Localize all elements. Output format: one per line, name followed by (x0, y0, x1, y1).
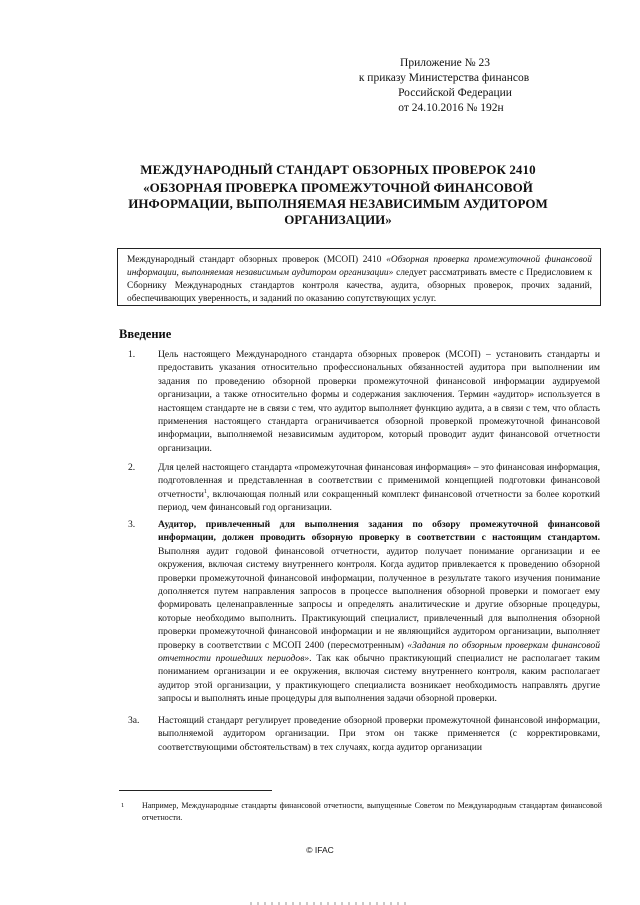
appendix-number: Приложение № 23 (400, 57, 490, 69)
footnote-text: Например, Международные стандарты финансовой отчетности, выпущенные Советом по Международным стандартам финансовой отчетности. (142, 801, 602, 822)
paragraph-text (158, 518, 600, 706)
paragraph-text: Настоящий стандарт регулирует проведение обзорной проверки промежуточной финансовой информации, выполняемой аудитором организации. При этом он также применяется (с корректировками, соответствующими обстоятельствам) в тех случаях, когда аудитор организации (158, 715, 600, 753)
paragraph-text (158, 461, 600, 515)
footnote-ref: 1 (203, 488, 207, 495)
notice-text-italic: «Обзорная проверка промежуточной финансовой информации, выполняемая независимым аудитором организации» (127, 255, 592, 278)
paragraph-number: 3а. (128, 715, 140, 726)
section-heading: Введение (119, 327, 172, 341)
document-subtitle: «ОБЗОРНАЯ ПРОВЕРКА ПРОМЕЖУТОЧНОЙ ФИНАНСОВОЙ ИНФОРМАЦИИ, ВЫПОЛНЯЕМАЯ НЕЗАВИСИМЫМ АУДИТОРОМ ОРГАНИЗАЦИИ» (128, 180, 548, 227)
footnote-number: 1 (121, 802, 125, 809)
paragraph-number: 1. (128, 349, 136, 360)
paragraph-bold-requirement: Аудитор, привлеченный для выполнения задания по обзору промежуточной финансовой информации, должен проводить обзорную проверку в соответствии с настоящим стандартом. (158, 519, 600, 544)
footnote-divider (119, 790, 272, 791)
paragraph-text-part: , включающая полный или сокращенный комплект финансовой отчетности за более короткий период, чем финансовый год организации. (158, 488, 600, 514)
paragraph-text: Цель настоящего Международного стандарта обзорных проверок (МСОП) – установить стандарты и предоставить указания относительно профессиональных обязанностей аудитора при выполнении им задания по проведению обзорной проверки промежуточной финансовой информации аудируемой организации, а также относительно формы и содержания заключения. Термин «аудитор» используется в настоящем стандарте не в связи с тем, что аудитор выполняет функцию аудита, а в связи с тем, что область применения настоящего стандарта ограничивается обзорной проверкой промежуточной финансовой информации, выполняемой независимым аудитором, который проводит аудит финансовой отчетности организации. (158, 349, 600, 454)
standard-notice-box (117, 248, 601, 306)
paragraph-text-part: Для целей настоящего стандарта «промежуточная финансовая информация» – это финансовая информация, подготовленная и представленная в соответствии с применимой концепцией подготовки финансовой отчетности (158, 462, 600, 500)
appendix-date: от 24.10.2016 № 192н (398, 102, 504, 114)
document-title: МЕЖДУНАРОДНЫЙ СТАНДАРТ ОБЗОРНЫХ ПРОВЕРОК 2410 (140, 162, 536, 177)
paragraph-text-part: Выполняя аудит годовой финансовой отчетности, аудитор получает понимание организации и ее окружения, включая систему внутреннего контроля. Когда аудитор привлекается к проведению обзорной проверки промежуточной финансовой информации, полученное в результате такого изучения понимание дополняется путем направления запросов в процессе выполнения обзорной проверки и помогает ему формировать целенаправленные запросы и определять аналитические и другие обзорные процедуры, которые необходимо выполнить. Практикующий специалист, привлеченный для выполнения обзорной проверки промежуточной финансовой информации и не являющийся аудитором организации, выполняет проверку в соответствии с МСОП 2400 (пересмотренным) (158, 545, 600, 651)
paragraph-number: 3. (128, 519, 136, 530)
notice-text-post: следует рассматривать вместе с Предисловием к Сборнику Международных стандартов контроля качества, аудита, обзорных проверок, прочих заданий, обеспечивающих уверенность, и заданий по оказанию сопутствующих услуг. (127, 268, 592, 304)
paragraph-text-part: . Так как обычно практикующий специалист не располагает таким пониманием организации и ее окружения, включая систему внутреннего контроля, каким располагает аудитор этой организации, у практикующего специалиста возникает необходимость направлять другие запросы и выполнять иные процедуры для выполнения задачи обзорной проверки. (158, 653, 601, 705)
appendix-country: Российской Федерации (398, 87, 512, 99)
paragraph-italic-ref: «Задания по обзорным проверкам финансовой отчетности прошедших периодов» (158, 639, 600, 665)
paragraph-number: 2. (128, 462, 136, 473)
copyright-footer: © IFAC (306, 845, 334, 855)
appendix-order-ref: к приказу Министерства финансов (358, 72, 530, 84)
appendix-header (300, 56, 560, 116)
notice-text-pre: Международный стандарт обзорных проверок (МСОП) 2410 (127, 255, 387, 265)
